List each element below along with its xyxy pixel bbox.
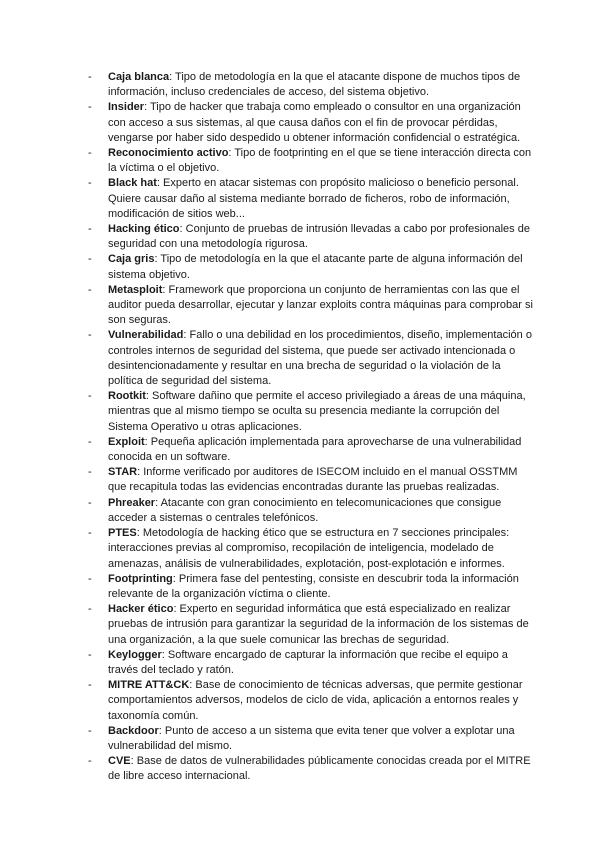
term: Metasploit	[108, 283, 163, 296]
bullet-dash: -	[88, 283, 92, 296]
term: Hacking ético	[108, 223, 180, 236]
term: Keylogger	[108, 648, 162, 661]
term: CVE	[108, 755, 131, 768]
bullet-dash: -	[88, 101, 92, 114]
term: Phreaker	[108, 496, 156, 509]
term: Caja gris	[108, 253, 155, 266]
bullet-dash: -	[88, 572, 92, 585]
glossary-entry	[88, 602, 538, 648]
term: STAR	[108, 466, 138, 479]
definition: : Metodología de hacking ético que se estructura en 7 secciones principales: interacciones previas al compromiso, recopilación de inteligencia, modelado de amenazas, análisis de vulnerabilidades, explotación, post-explotación e informes.	[108, 527, 510, 570]
definition: : Informe verificado por auditores de ISECOM incluido en el manual OSSTMM que recapitula todas las evidencias encontradas durante las pruebas realizadas.	[108, 466, 518, 494]
glossary-entry	[88, 252, 538, 282]
bullet-dash: -	[88, 603, 92, 616]
definition: : Framework que proporciona un conjunto de herramientas con las que el auditor pueda desarrollar, ejecutar y lanzar exploits contra máquinas para comprobar si son seguras.	[108, 283, 533, 327]
glossary-entry	[88, 328, 538, 389]
definition: : Atacante con gran conocimiento en telecomunicaciones que consigue acceder a sistemas o centrales telefónicos.	[108, 496, 502, 524]
definition: : Conjunto de pruebas de intrusión llevadas a cabo por profesionales de seguridad con una metodología rigurosa.	[108, 223, 530, 251]
glossary-entry	[88, 389, 538, 435]
glossary-entry	[88, 435, 538, 465]
definition: : Tipo de hacker que trabaja como empleado o consultor en una organización con acceso a sus sistemas, al que causa daños con el fin de provocar pérdidas, vengarse por haber sido despedido u obtener información confidencial o estratégica.	[108, 101, 521, 144]
glossary-entry	[88, 526, 538, 572]
bullet-dash: -	[88, 223, 92, 236]
bullet-dash: -	[88, 724, 92, 737]
glossary-entry	[88, 283, 538, 329]
definition: : Experto en atacar sistemas con propósito malicioso o beneficio personal. Quiere causar daño al sistema mediante borrado de ficheros, robo de información, modificación de sitios web...	[108, 177, 519, 220]
bullet-dash: -	[88, 177, 92, 190]
term: Footprinting	[108, 572, 173, 585]
term: Vulnerabilidad	[108, 329, 184, 342]
definition: : Software encargado de capturar la información que recibe el equipo a través del teclado y ratón.	[108, 648, 508, 676]
definition: : Tipo de metodología en la que el atacante dispone de muchos tipos de información, incluso credenciales de acceso, del sistema objetivo.	[108, 71, 521, 99]
definition: : Pequeña aplicación implementada para aprovecharse de una vulnerabilidad conocida en un software.	[108, 435, 522, 464]
term: Hacker ético	[108, 603, 174, 616]
definition: : Tipo de footprinting en el que se tiene interacción directa con la víctima o el objetivo.	[108, 147, 532, 175]
glossary-entry	[88, 724, 538, 754]
term: Black hat	[108, 177, 157, 190]
term: Insider	[108, 101, 145, 114]
term: MITRE ATT&CK	[108, 679, 190, 692]
definition: : Primera fase del pentesting, consiste en descubrir toda la información relevante de la organización víctima o cliente.	[108, 572, 519, 600]
bullet-dash: -	[88, 71, 92, 83]
definition: : Software dañino que permite el acceso privilegiado a áreas de una máquina, mientras que al mismo tiempo se oculta su presencia mediante la corrupción del Sistema Operativo u otras aplicaciones.	[108, 390, 526, 433]
bullet-dash: -	[88, 496, 92, 509]
glossary-entry	[88, 754, 538, 784]
glossary-entry	[88, 465, 538, 495]
term: Exploit	[108, 435, 145, 448]
glossary-entry	[88, 222, 538, 252]
definition: : Tipo de metodología en la que el atacante parte de alguna información del sistema objetivo.	[108, 253, 523, 281]
term: Rootkit	[108, 390, 146, 403]
bullet-dash: -	[88, 390, 92, 403]
bullet-dash: -	[88, 527, 92, 540]
term: Reconocimiento activo	[108, 147, 229, 160]
bullet-dash: -	[88, 679, 92, 692]
glossary-entry	[88, 572, 538, 602]
glossary-entry	[88, 678, 538, 724]
bullet-dash: -	[88, 466, 92, 479]
glossary-entry	[88, 648, 538, 678]
term: Caja blanca	[108, 71, 170, 83]
term: PTES	[108, 527, 137, 540]
glossary-entry	[88, 100, 538, 146]
definition: : Experto en seguridad informática que está especializado en realizar pruebas de intrusión para garantizar la seguridad de la información de los sistemas de una organización, a la que suele comunicar las brechas de seguridad.	[108, 603, 529, 646]
definition: : Fallo o una debilidad en los procedimientos, diseño, implementación o controles internos de seguridad del sistema, que puede ser activado intencionada o desintencionadamente y resultar en una brecha de seguridad o la violación de la política de seguridad del sistema.	[108, 329, 532, 388]
bullet-dash: -	[88, 253, 92, 266]
bullet-dash: -	[88, 648, 92, 661]
definition: : Punto de acceso a un sistema que evita tener que volver a explotar una vulnerabilidad del mismo.	[108, 724, 515, 752]
bullet-dash: -	[88, 147, 92, 160]
bullet-dash: -	[88, 435, 92, 448]
glossary-entry	[88, 176, 538, 222]
glossary-list	[88, 70, 538, 785]
bullet-dash: -	[88, 755, 92, 768]
glossary-entry	[88, 70, 538, 100]
bullet-dash: -	[88, 329, 92, 342]
definition: : Base de datos de vulnerabilidades públicamente conocidas creada por el MITRE de libre acceso internacional.	[108, 755, 531, 783]
glossary-entry	[88, 146, 538, 176]
definition: : Base de conocimiento de técnicas adversas, que permite gestionar comportamientos adversos, modelos de ciclo de vida, aplicación a entornos reales y taxonomía común.	[108, 679, 523, 722]
term: Backdoor	[108, 724, 159, 737]
glossary-entry	[88, 496, 538, 526]
